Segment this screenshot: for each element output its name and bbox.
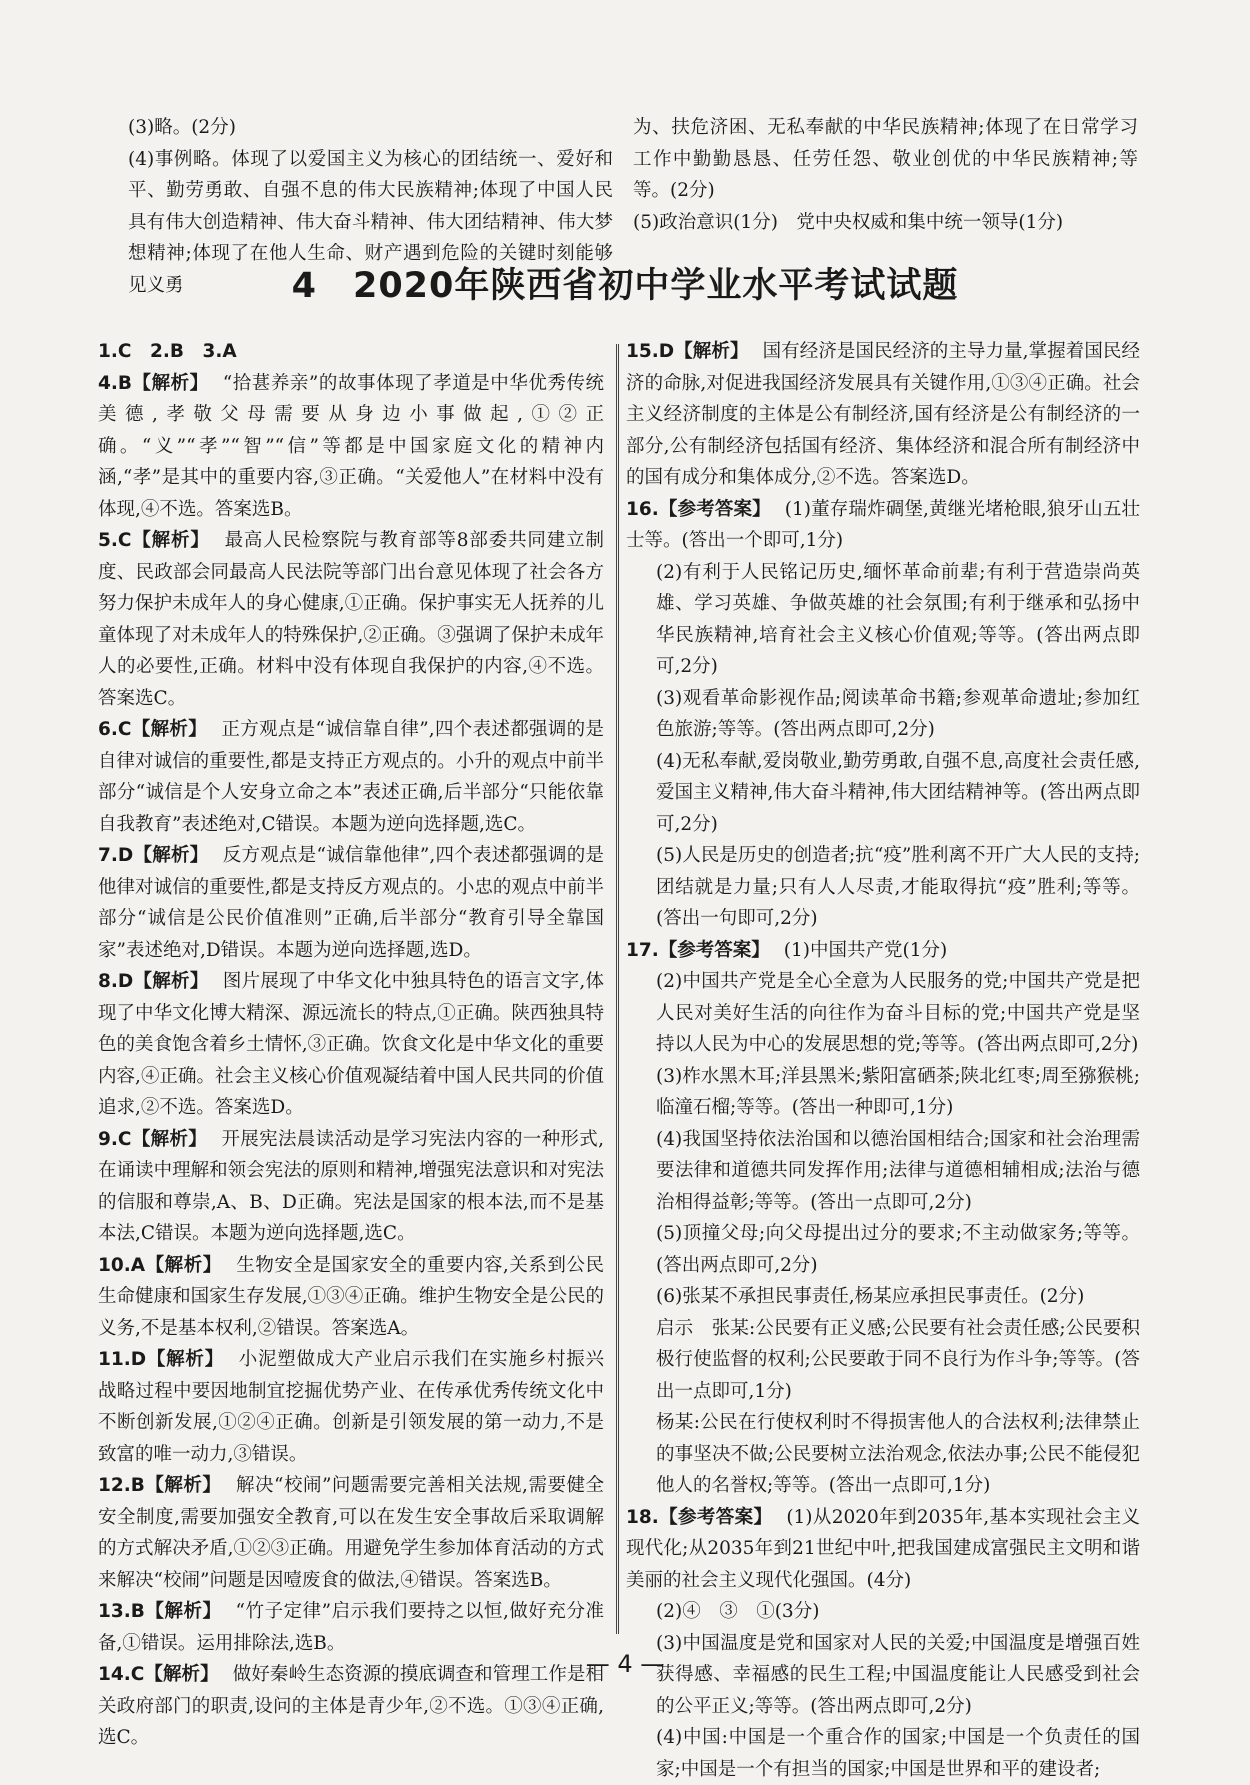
left-answer-item (98, 368, 604, 526)
answer-tag: 【解析】 (131, 530, 210, 551)
answer-subpart: (5)人民是历史的创造者;抗“疫”胜利离不开广大人民的支持;团结就是力量;只有人人尽责,才能取得抗“疫”胜利;等等。(答出一句即可,2分) (656, 845, 1140, 929)
question-number: 1.C 2.B 3.A (98, 341, 237, 362)
top-left-para-1: (3)略。(2分) (128, 117, 236, 138)
question-number: 4.B (98, 372, 133, 394)
answer-subpart: (2)有利于人民铭记历史,缅怀革命前辈;有利于营造崇尚英雄、学习英雄、争做英雄的社会氛围;有利于继承和弘扬中华民族精神,培育社会主义核心价值观;等等。(答出两点即可,2分) (656, 561, 1140, 677)
answer-tag: 【解析】 (131, 719, 208, 740)
answer-subpart: (3)观看革命影视作品;阅读革命书籍;参观革命遗址;参加红色旅游;等等。(答出两点即可,2分) (656, 687, 1140, 740)
question-number: 6.C (98, 719, 132, 740)
answer-text: 正方观点是“诚信靠自律”,四个表述都强调的是自律对诚信的重要性,都是支持正方观点的。小升的观点中前半部分“诚信是个人安身立命之本”表述正确,后半部分“只能依靠自我教育”表述绝对,C错误。本题为逆向选择题,选C。 (98, 719, 604, 835)
question-number: 18. (626, 1506, 659, 1528)
answer-text: (1)中国共产党(1分) (783, 939, 948, 961)
question-number: 12.B (98, 1475, 145, 1496)
answer-text: 做好秦岭生态资源的摸底调查和管理工作是相关政府部门的职责,设问的主体是青少年,②不选。①③④正确,选C。 (98, 1664, 604, 1748)
answer-subpart: (4)我国坚持依法治国和以德治国相结合;国家和社会治理需要法律和道德共同发挥作用;法律与道德相辅相成;法治与德治相得益彰;等等。(答出一点即可,2分) (656, 1128, 1140, 1213)
answer-body (98, 336, 1140, 1780)
question-number: 10.A (98, 1254, 146, 1276)
answer-text: 开展宪法晨读活动是学习宪法内容的一种形式,在诵读中理解和领会宪法的原则和精神,增强宪法意识和对宪法的信服和尊崇,A、B、D正确。宪法是国家的根本法,而不是基本法,C错误。本题为逆向选择题,选C。 (98, 1128, 604, 1244)
left-answer-item (98, 1470, 604, 1596)
top-right-column (633, 112, 1138, 238)
question-number: 8.D (98, 971, 134, 992)
left-answer-item (98, 1124, 604, 1250)
top-right-para-2: (5)政治意识(1分) 党中央权威和集中统一领导(1分) (633, 211, 1064, 233)
answer-tag: 【参考答案】 (658, 498, 771, 520)
question-number: 9.C (98, 1128, 132, 1150)
answer-tag: 【解析】 (144, 1601, 222, 1622)
left-answer-item (98, 1344, 604, 1470)
answer-tag: 【解析】 (674, 341, 749, 362)
answer-subpart: (3)柞水黑木耳;洋县黑米;紫阳富硒茶;陕北红枣;周至猕猴桃;临潼石榴;等等。(答出一种即可,1分) (656, 1065, 1140, 1118)
question-number: 11.D (98, 1349, 147, 1370)
right-answer-item (626, 935, 1140, 967)
answer-subpart: (2)④ ③ ①(3分) (656, 1601, 820, 1622)
question-number: 16. (626, 498, 659, 520)
top-left-para-2: (4)事例略。体现了以爱国主义为核心的团结统一、爱好和平、勤劳勇敢、自强不息的伟大民族精神;体现了中国人民具有伟大创造精神、伟大奋斗精神、伟大团结精神、伟大梦想精神;体现了在他人生命、财产遇到危险的关键时刻能够见义勇 (128, 148, 613, 296)
left-answer-item (98, 336, 604, 368)
answer-tag: 【解析】 (131, 1128, 208, 1150)
section-number: 4 (291, 266, 317, 306)
right-answer-column (626, 336, 1140, 1785)
answer-tag: 【解析】 (133, 845, 209, 866)
answer-tag: 【参考答案】 (658, 1506, 773, 1528)
answer-text: “竹子定律”启示我们要持之以恒,做好充分准备,①错误。运用排除法,选B。 (98, 1601, 604, 1654)
answer-text: 解决“校闹”问题需要完善相关法规,需要健全安全制度,需要加强安全教育,可以在发生安全事故后采取调解的方式解决矛盾,①②③正确。用避免学生参加体育活动的方式来解决“校闹”问题是因噎废食的做法,④错误。答案选B。 (98, 1475, 604, 1591)
left-answer-item (98, 966, 604, 1124)
page-number: — 4 — (585, 1650, 665, 1678)
right-answer-item (626, 1502, 1140, 1597)
answer-tag: 【解析】 (133, 971, 209, 992)
left-answer-item (98, 1250, 604, 1345)
answer-tag: 【解析】 (132, 372, 209, 394)
section-title (0, 258, 1250, 308)
answer-text: (1)董存瑞炸碉堡,黄继光堵枪眼,狼牙山五壮士等。(答出一个即可,1分) (626, 498, 1140, 551)
left-answer-item (98, 714, 604, 840)
answer-text: 生物安全是国家安全的重要内容,关系到公民生命健康和国家生存发展,①③④正确。维护生物安全是公民的义务,不是基本权利,②错误。答案选A。 (98, 1254, 604, 1339)
answer-text: (1)从2020年到2035年,基本实现社会主义现代化;从2035年到21世纪中叶,把我国建成富强民主文明和谐美丽的社会主义现代化强国。(4分) (626, 1506, 1140, 1591)
question-number: 17. (626, 939, 659, 961)
answer-text: 小泥塑做成大产业启示我们在实施乡村振兴战略过程中要因地制宜挖掘优势产业、在传承优秀传统文化中不断创新发展,①②④正确。创新是引领发展的第一动力,不是致富的唯一动力,③错误。 (98, 1349, 604, 1465)
question-number: 13.B (98, 1601, 145, 1622)
answer-text: 反方观点是“诚信靠他律”,四个表述都强调的是他律对诚信的重要性,都是支持反方观点的。小忠的观点中前半部分“诚信是公民价值准则”正确,后半部分“教育引导全靠国家”表述绝对,D错误。本题为逆向选择题,选D。 (98, 845, 604, 961)
right-answer-item (626, 336, 1140, 494)
answer-text: 图片展现了中华文化中独具特色的语言文字,体现了中华文化博大精深、源远流长的特点,①正确。陕西独具特色的美食饱含着乡土情怀,③正确。饮食文化是中华文化的重要内容,④正确。社会主义核心价值观凝结着中国人民共同的价值追求,②不选。答案选D。 (98, 971, 604, 1118)
left-answer-item (98, 525, 604, 714)
answer-tag: 【参考答案】 (658, 939, 770, 961)
answer-tag: 【解析】 (144, 1475, 222, 1496)
top-right-para-1: 为、扶危济困、无私奉献的中华民族精神;体现了在日常学习工作中勤勤恳恳、任劳任怨、敬业创优的中华民族精神;等等。(2分) (633, 117, 1138, 201)
answer-subpart: (4)中国:中国是一个重合作的国家;中国是一个负责任的国家;中国是一个有担当的国家;中国是世界和平的建设者; (656, 1727, 1140, 1780)
answer-subpart: (4)无私奉献,爱岗敬业,勤劳勇敢,自强不息,高度社会责任感,爱国主义精神,伟大奋斗精神,伟大团结精神等。(答出两点即可,2分) (656, 750, 1140, 835)
left-answer-item (98, 840, 604, 966)
answer-subpart: (2)中国共产党是全心全意为人民服务的党;中国共产党是把人民对美好生活的向往作为奋斗目标的党;中国共产党是坚持以人民为中心的发展思想的党;等等。(答出两点即可,2分) (656, 971, 1140, 1055)
section-title-text: 2020年陕西省初中学业水平考试试题 (352, 266, 959, 306)
answer-subpart: 杨某:公民在行使权利时不得损害他人的合法权利;法律禁止的事坚决不做;公民要树立法治观念,依法办事;公民不能侵犯他人的名誉权;等等。(答出一点即可,1分) (656, 1412, 1140, 1496)
question-number: 7.D (98, 845, 134, 866)
question-number: 5.C (98, 530, 132, 551)
answer-tag: 【解析】 (144, 1664, 219, 1685)
answer-text: 国有经济是国民经济的主导力量,掌握着国民经济的命脉,对促进我国经济发展具有关键作用,①③④正确。社会主义经济制度的主体是公有制经济,国有经济是公有制经济的一部分,公有制经济包括国有经济、集体经济和混合所有制经济中的国有成分和集体成分,②不选。答案选D。 (626, 341, 1140, 488)
answer-subpart: 启示 张某:公民要有正义感;公民要有社会责任感;公民要积极行使监督的权利;公民要敢于同不良行为作斗争;等等。(答出一点即可,1分) (656, 1317, 1140, 1402)
question-number: 15.D (626, 341, 675, 362)
answer-text: “拾葚养亲”的故事体现了孝道是中华优秀传统美德,孝敬父母需要从身边小事做起,①②正确。“义”“孝”“智”“信”等都是中国家庭文化的精神内涵,“孝”是其中的重要内容,③正确。“关爱他人”在材料中没有体现,④不选。答案选B。 (98, 372, 604, 520)
answer-text: 最高人民检察院与教育部等8部委共同建立制度、民政部会同最高人民法院等部门出台意见体现了社会各方努力保护未成年人的身心健康,①正确。保护事实无人抚养的儿童体现了对未成年人的特殊保护,②正确。③强调了保护未成年人的必要性,正确。材料中没有体现自我保护的内容,④不选。答案选C。 (98, 530, 604, 709)
answer-tag: 【解析】 (146, 1349, 224, 1370)
answer-subpart: (6)张某不承担民事责任,杨某应承担民事责任。(2分) (656, 1286, 1085, 1307)
answer-subpart: (5)顶撞父母;向父母提出过分的要求;不主动做家务;等等。(答出两点即可,2分) (656, 1223, 1140, 1276)
left-answer-column (98, 336, 604, 1754)
answer-tag: 【解析】 (145, 1254, 222, 1276)
answer-subpart: (3)中国温度是党和国家对人民的关爱;中国温度是增强百姓获得感、幸福感的民生工程;中国温度能让人民感受到社会的公平正义;等等。(答出两点即可,2分) (656, 1632, 1140, 1717)
question-number: 14.C (98, 1664, 145, 1685)
right-answer-item (626, 494, 1140, 557)
